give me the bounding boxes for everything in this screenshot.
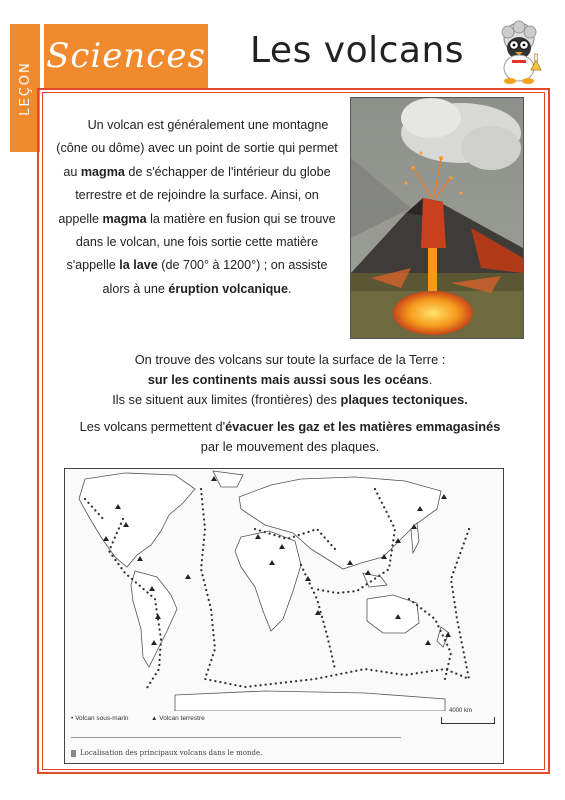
- term-plaques: plaques tectoniques.: [340, 392, 468, 407]
- lecon-label: LEÇON: [17, 60, 33, 116]
- scientist-mascot-icon: [486, 20, 552, 86]
- map-caption: [71, 749, 262, 757]
- term-continents-oceans: sur les continents mais aussi sous les océans: [147, 372, 429, 387]
- term-lave: la lave: [119, 258, 158, 273]
- legend-land: ▲ Volcan terrestre: [151, 715, 205, 722]
- subject-label: Sciences: [46, 36, 206, 76]
- intro-text-3: la matière en fusion qui se trouve dans le volcan, une fois sortie cette matière s'appelle: [66, 211, 336, 273]
- intro-text-2: de s'échapper de l'intérieur du globe terrestre et de rejoindre la surface. Ainsi, on appelle: [58, 164, 331, 226]
- middle-line-5: par le mouvement des plaques.: [200, 439, 380, 454]
- scale-label: 4000 km: [449, 708, 473, 714]
- page-title: Les volcans: [250, 30, 465, 71]
- middle-line-1: On trouve des volcans sur toute la surface de la Terre :: [134, 352, 446, 367]
- middle-line-2: [50, 370, 530, 390]
- world-volcano-map: [64, 468, 504, 764]
- scale-bar: [441, 717, 495, 724]
- intro-paragraph: [54, 114, 340, 301]
- subject-banner: [44, 24, 208, 88]
- term-magma: magma: [80, 164, 125, 179]
- map-caption-text: Localisation des principaux volcans dans le monde.: [80, 749, 263, 757]
- term-magma-2: magma: [102, 211, 147, 226]
- map-legend: [71, 708, 497, 727]
- legend-underwater: • Volcan sous-marin: [71, 715, 129, 722]
- intro-text-4: (de 700° à 1200°) ; on assiste alors à une: [102, 258, 328, 296]
- volcano-cross-section-image: [350, 97, 524, 339]
- evacuate-text: Les volcans permettent d': [79, 419, 226, 434]
- punct: .: [428, 372, 433, 387]
- tectonic-text: [50, 350, 530, 457]
- intro-text-5: .: [287, 281, 292, 296]
- limits-text: Ils se situent aux limites (frontières) des: [112, 392, 341, 407]
- middle-line-3: [50, 390, 530, 410]
- intro-text-1: Un volcan est généralement une montagne (cône ou dôme) avec un point de sortie qui permet au: [56, 118, 338, 179]
- term-gaz-matieres: évacuer les gaz et les matières emmagasinés: [225, 419, 501, 434]
- legend-divider: [71, 737, 401, 738]
- term-eruption: éruption volcanique: [168, 281, 288, 296]
- world-map-drawing: [65, 469, 503, 711]
- middle-line-4: [50, 417, 530, 437]
